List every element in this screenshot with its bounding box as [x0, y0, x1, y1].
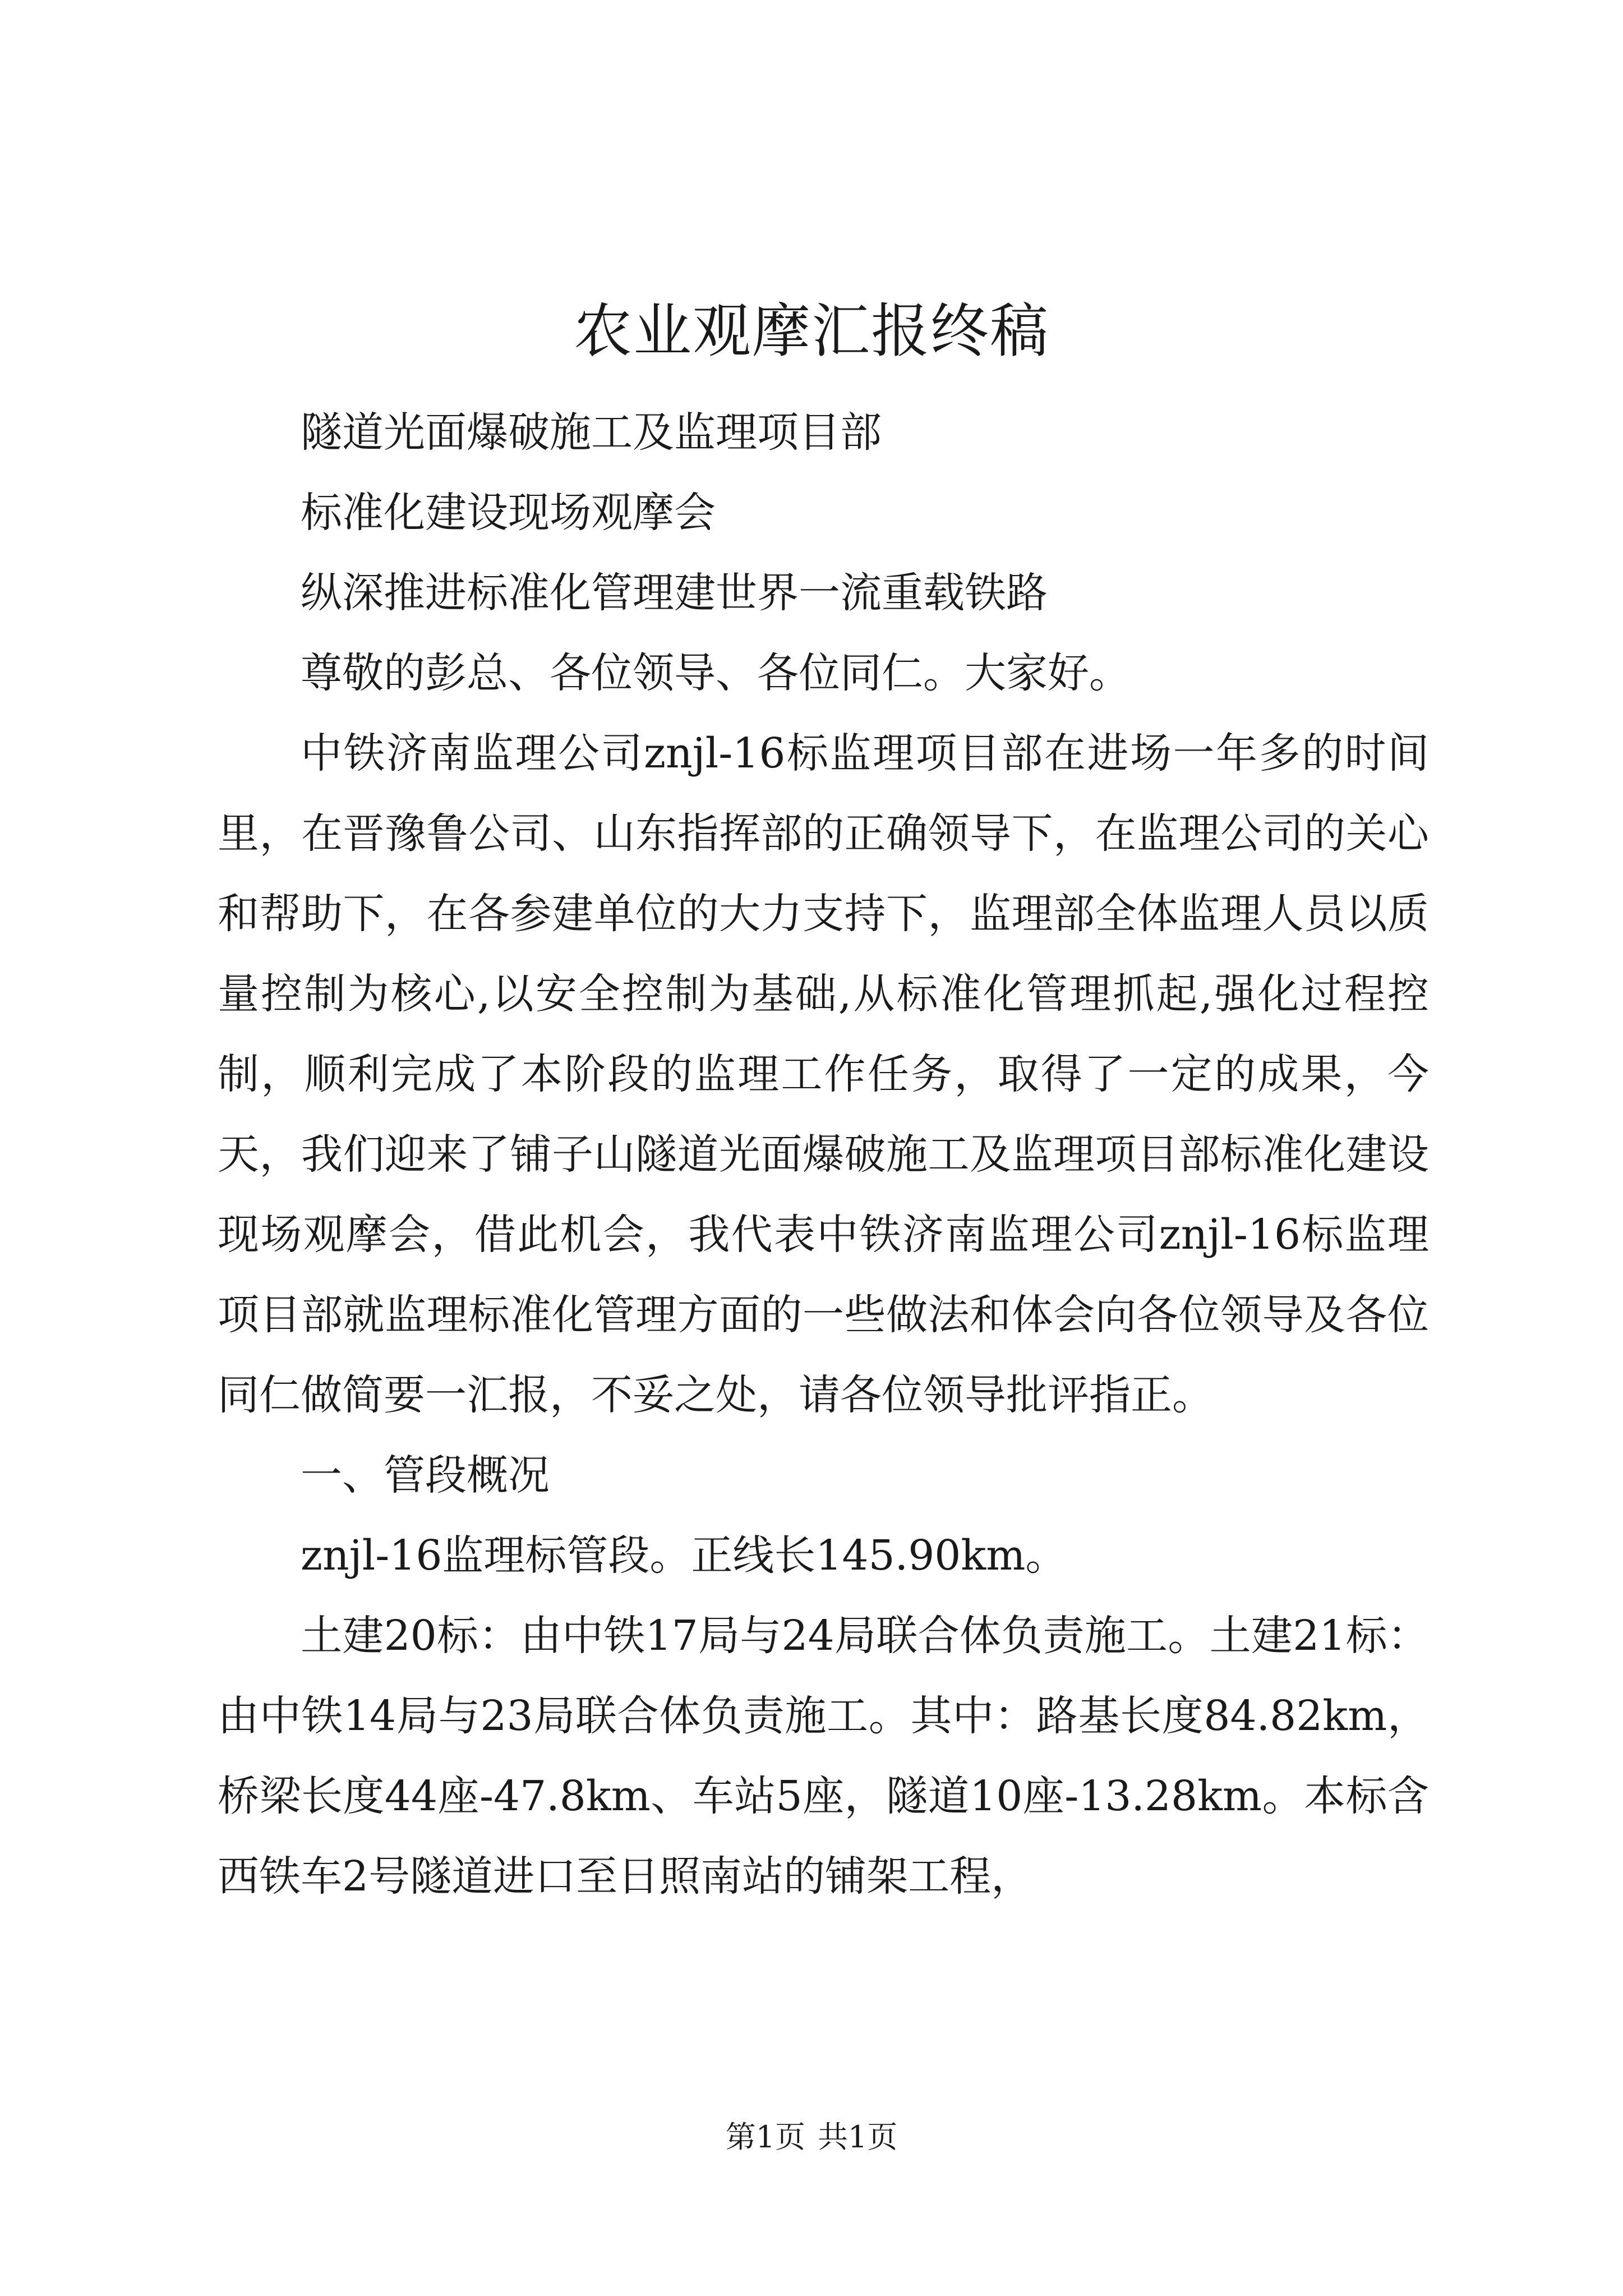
paragraph: znjl-16监理标管段。正线长145.90km。 — [301, 1531, 1067, 1580]
page-number: 第1页 — [725, 2119, 805, 2155]
paragraph: 土建20标：由中铁17局与24局联合体负责施工。土建21标：由中铁14局与23局联合体负责施工。其中：路基长度84.82km，桥梁长度44座-47.8km、车站5座，隧道10座-13.28km。本标含西铁车2号隧道进口至日照南站的铺架工程， — [218, 1612, 1429, 1901]
paragraph: 中铁济南监理公司znjl-16标监理项目部在进场一年多的时间里，在晋豫鲁公司、山东指挥部的正确领导下，在监理公司的关心和帮助下，在各参建单位的大力支持下，监理部全体监理人员以质量控制为核心,以安全控制为基础,从标准化管理抓起,强化过程控制，顺利完成了本阶段的监理工作任务，取得了一定的成果，今天，我们迎来了铺子山隧道光面爆破施工及监理项目部标准化建设现场观摩会，借此机会，我代表中铁济南监理公司znjl-16标监理项目部就监理标准化管理方面的一些做法和体会向各位领导及各位同仁做简要一汇报，不妥之处，请各位领导批评指正。 — [218, 729, 1429, 1419]
page-footer — [0, 2115, 1623, 2160]
paragraph: 标准化建设现场观摩会 — [301, 489, 716, 537]
page-total: 共1页 — [818, 2119, 898, 2155]
document-title: 农业观摩汇报终稿 — [573, 297, 1049, 365]
paragraph: 纵深推进标准化管理建世界一流重载铁路 — [301, 569, 1048, 617]
paragraph: 隧道光面爆破施工及监理项目部 — [301, 408, 882, 457]
paragraph: 尊敬的彭总、各位领导、各位同仁。大家好。 — [301, 649, 1131, 697]
section-heading: 一、管段概况 — [301, 1451, 550, 1499]
document-body — [218, 393, 1429, 1917]
